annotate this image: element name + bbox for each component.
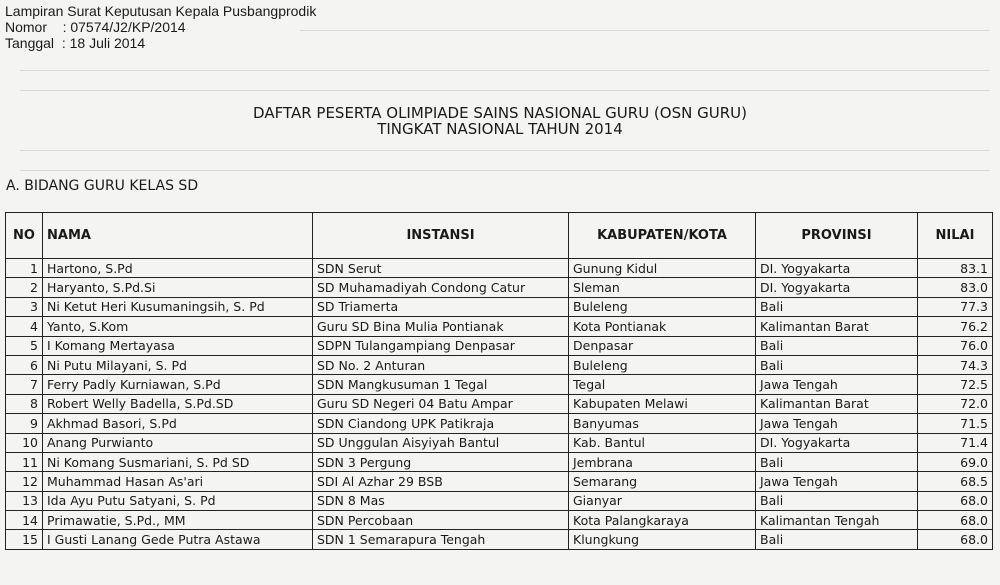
row-instansi: SDN Ciandong UPK Patikraja bbox=[313, 414, 569, 433]
row-instansi: SDN Percobaan bbox=[313, 511, 569, 530]
row-nilai: 71.4 bbox=[918, 433, 993, 452]
row-kabupaten: Denpasar bbox=[569, 336, 756, 355]
row-kabupaten: Kab. Bantul bbox=[569, 433, 756, 452]
bleed-through-line bbox=[300, 30, 990, 31]
row-instansi: SD Muhamadiyah Condong Catur bbox=[313, 278, 569, 297]
row-nama: Ni Komang Susmariani, S. Pd SD bbox=[43, 452, 313, 471]
table-row bbox=[6, 472, 993, 491]
row-instansi: SDN 3 Pergung bbox=[313, 452, 569, 471]
row-provinsi: Bali bbox=[756, 491, 918, 510]
row-nama: I Gusti Lanang Gede Putra Astawa bbox=[43, 530, 313, 549]
table-row bbox=[6, 317, 993, 336]
row-nilai: 83.0 bbox=[918, 278, 993, 297]
row-nilai: 74.3 bbox=[918, 355, 993, 374]
table-row bbox=[6, 414, 993, 433]
row-provinsi: Kalimantan Tengah bbox=[756, 511, 918, 530]
row-kabupaten: Semarang bbox=[569, 472, 756, 491]
table-body bbox=[6, 259, 993, 550]
row-nilai: 76.2 bbox=[918, 317, 993, 336]
row-nama: Ni Putu Milayani, S. Pd bbox=[43, 355, 313, 374]
column-header-provinsi: PROVINSI bbox=[756, 213, 918, 259]
row-instansi: SD Unggulan Aisyiyah Bantul bbox=[313, 433, 569, 452]
row-provinsi: Kalimantan Barat bbox=[756, 317, 918, 336]
row-no: 13 bbox=[6, 491, 43, 510]
section-heading: A. BIDANG GURU KELAS SD bbox=[6, 178, 199, 194]
row-kabupaten: Buleleng bbox=[569, 297, 756, 316]
row-nilai: 68.0 bbox=[918, 491, 993, 510]
row-no: 3 bbox=[6, 297, 43, 316]
row-nama: Haryanto, S.Pd.Si bbox=[43, 278, 313, 297]
row-no: 7 bbox=[6, 375, 43, 394]
row-provinsi: DI. Yogyakarta bbox=[756, 278, 918, 297]
attachment-line: Lampiran Surat Keputusan Kepala Pusbangprodik bbox=[5, 3, 317, 19]
row-nama: Hartono, S.Pd bbox=[43, 259, 313, 278]
table-row bbox=[6, 278, 993, 297]
bleed-through-line bbox=[20, 90, 990, 91]
row-no: 11 bbox=[6, 452, 43, 471]
row-nilai: 68.0 bbox=[918, 511, 993, 530]
tanggal-label: Tanggal : bbox=[5, 35, 66, 51]
table-row bbox=[6, 433, 993, 452]
table-row bbox=[6, 259, 993, 278]
letter-header bbox=[5, 3, 316, 51]
nomor-label: Nomor : bbox=[5, 19, 67, 35]
row-provinsi: Jawa Tengah bbox=[756, 414, 918, 433]
row-nilai: 77.3 bbox=[918, 297, 993, 316]
row-nama: Akhmad Basori, S.Pd bbox=[43, 414, 313, 433]
row-no: 4 bbox=[6, 317, 43, 336]
document-title: DAFTAR PESERTA OLIMPIADE SAINS NASIONAL GURU (OSN GURU) bbox=[253, 104, 747, 122]
row-kabupaten: Sleman bbox=[569, 278, 756, 297]
row-kabupaten: Buleleng bbox=[569, 355, 756, 374]
row-provinsi: Kalimantan Barat bbox=[756, 394, 918, 413]
row-instansi: SDN Serut bbox=[313, 259, 569, 278]
row-nama: Ni Ketut Heri Kusumaningsih, S. Pd bbox=[43, 297, 313, 316]
row-provinsi: Jawa Tengah bbox=[756, 375, 918, 394]
row-nama: Primawatie, S.Pd., MM bbox=[43, 511, 313, 530]
row-nilai: 72.5 bbox=[918, 375, 993, 394]
row-nama: Muhammad Hasan As'ari bbox=[43, 472, 313, 491]
table-row bbox=[6, 452, 993, 471]
row-kabupaten: Gunung Kidul bbox=[569, 259, 756, 278]
row-no: 9 bbox=[6, 414, 43, 433]
row-provinsi: Bali bbox=[756, 530, 918, 549]
row-instansi: SDI Al Azhar 29 BSB bbox=[313, 472, 569, 491]
row-nama: Ida Ayu Putu Satyani, S. Pd bbox=[43, 491, 313, 510]
table-row bbox=[6, 530, 993, 549]
row-no: 1 bbox=[6, 259, 43, 278]
row-kabupaten: Klungkung bbox=[569, 530, 756, 549]
row-nama: Yanto, S.Kom bbox=[43, 317, 313, 336]
column-header-nama: NAMA bbox=[43, 213, 313, 259]
table-row bbox=[6, 297, 993, 316]
row-instansi: SD No. 2 Anturan bbox=[313, 355, 569, 374]
row-nama: I Komang Mertayasa bbox=[43, 336, 313, 355]
row-no: 6 bbox=[6, 355, 43, 374]
row-instansi: SDN 1 Semarapura Tengah bbox=[313, 530, 569, 549]
row-provinsi: Jawa Tengah bbox=[756, 472, 918, 491]
row-no: 8 bbox=[6, 394, 43, 413]
row-nilai: 76.0 bbox=[918, 336, 993, 355]
row-no: 14 bbox=[6, 511, 43, 530]
table-row bbox=[6, 336, 993, 355]
row-provinsi: Bali bbox=[756, 297, 918, 316]
row-provinsi: DI. Yogyakarta bbox=[756, 259, 918, 278]
table-row bbox=[6, 491, 993, 510]
row-nilai: 68.0 bbox=[918, 530, 993, 549]
table-header-row bbox=[6, 213, 993, 259]
row-kabupaten: Kota Pontianak bbox=[569, 317, 756, 336]
participants-table bbox=[5, 212, 993, 550]
row-no: 10 bbox=[6, 433, 43, 452]
row-kabupaten: Kota Palangkaraya bbox=[569, 511, 756, 530]
row-instansi: SDN 8 Mas bbox=[313, 491, 569, 510]
row-nilai: 69.0 bbox=[918, 452, 993, 471]
row-instansi: SD Triamerta bbox=[313, 297, 569, 316]
row-kabupaten: Tegal bbox=[569, 375, 756, 394]
row-nama: Robert Welly Badella, S.Pd.SD bbox=[43, 394, 313, 413]
row-nilai: 71.5 bbox=[918, 414, 993, 433]
tanggal-line bbox=[5, 35, 316, 51]
row-provinsi: DI. Yogyakarta bbox=[756, 433, 918, 452]
row-instansi: Guru SD Bina Mulia Pontianak bbox=[313, 317, 569, 336]
row-no: 15 bbox=[6, 530, 43, 549]
row-nama: Ferry Padly Kurniawan, S.Pd bbox=[43, 375, 313, 394]
row-no: 2 bbox=[6, 278, 43, 297]
row-nama: Anang Purwianto bbox=[43, 433, 313, 452]
bleed-through-line bbox=[20, 150, 990, 151]
row-nilai: 83.1 bbox=[918, 259, 993, 278]
table-row bbox=[6, 394, 993, 413]
row-no: 5 bbox=[6, 336, 43, 355]
column-header-nilai: NILAI bbox=[918, 213, 993, 259]
row-provinsi: Bali bbox=[756, 336, 918, 355]
bleed-through-line bbox=[20, 170, 990, 171]
row-no: 12 bbox=[6, 472, 43, 491]
column-header-kabupaten: KABUPATEN/KOTA bbox=[569, 213, 756, 259]
bleed-through-line bbox=[20, 70, 990, 71]
nomor-value: 07574/J2/KP/2014 bbox=[70, 19, 186, 35]
table-row bbox=[6, 375, 993, 394]
document-subtitle: TINGKAT NASIONAL TAHUN 2014 bbox=[377, 120, 623, 138]
table-row bbox=[6, 511, 993, 530]
row-provinsi: Bali bbox=[756, 355, 918, 374]
row-instansi: SDN Mangkusuman 1 Tegal bbox=[313, 375, 569, 394]
row-kabupaten: Banyumas bbox=[569, 414, 756, 433]
row-instansi: Guru SD Negeri 04 Batu Ampar bbox=[313, 394, 569, 413]
row-nilai: 68.5 bbox=[918, 472, 993, 491]
row-provinsi: Bali bbox=[756, 452, 918, 471]
column-header-no: NO bbox=[6, 213, 43, 259]
row-nilai: 72.0 bbox=[918, 394, 993, 413]
tanggal-value: 18 Juli 2014 bbox=[69, 35, 146, 51]
row-kabupaten: Jembrana bbox=[569, 452, 756, 471]
row-instansi: SDPN Tulangampiang Denpasar bbox=[313, 336, 569, 355]
row-kabupaten: Kabupaten Melawi bbox=[569, 394, 756, 413]
table-row bbox=[6, 355, 993, 374]
column-header-instansi: INSTANSI bbox=[313, 213, 569, 259]
row-kabupaten: Gianyar bbox=[569, 491, 756, 510]
nomor-line bbox=[5, 19, 316, 35]
